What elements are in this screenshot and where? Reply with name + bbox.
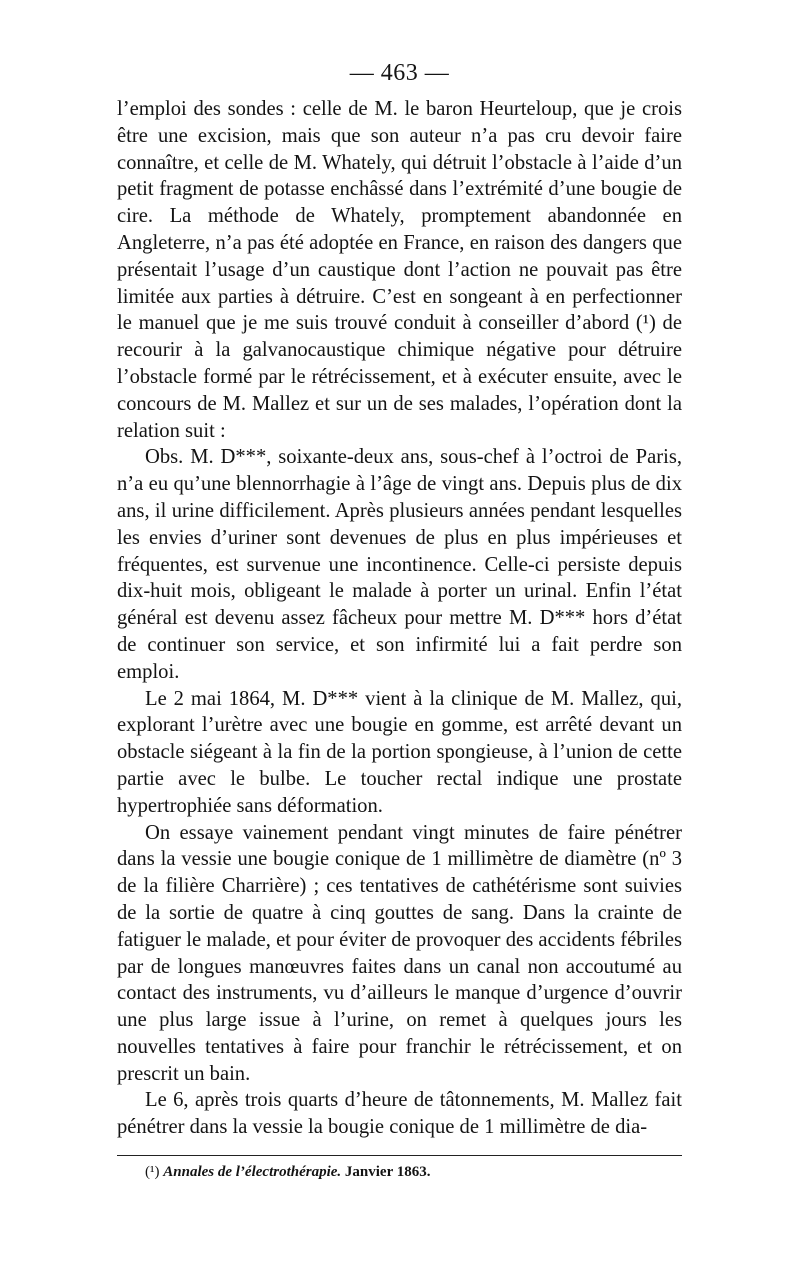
paragraph-le-6: Le 6, après trois quarts d’heure de tâtonnements, M. Mallez fait pénétrer dans la vessie la bougie conique de 1 millimètre de dia- [117,1089,682,1139]
paragraph-observation: Obs. M. D***, soixante-deux ans, sous-chef à l’octroi de Paris, n’a eu qu’une blennorrhagie à l’âge de vingt ans. Depuis plus de dix ans, il urine difficilement. Après plusieurs années pendant lesquelles les envies d’uriner sont devenues de plus en plus impérieuses et fréquentes, est survenue une incontinence. Celle-ci persiste depuis dix-huit mois, obligeant le malade à porter un urinal. Enfin l’état général est devenu assez fâcheux pour mettre M. D*** hors d’état de continuer son service, et son infirmité lui a fait perdre son emploi. [117,446,682,683]
body-text [117,96,682,1141]
paragraph-attempt: On essaye vainement pendant vingt minutes de faire pénétrer dans la vessie une bougie conique de 1 millimètre de diamètre (nº 3 de la filière Charrière) ; ces tentatives de cathétérisme sont suivies de la sortie de quatre à cinq gouttes de sang. Dans la crainte de fatiguer le malade, et pour éviter de provoquer des accidents fébriles par de longues manœuvres faites dans un canal non accoutumé au contact des instruments, vu d’ailleurs le manque d’urgence d’ouvrir une plus large issue à l’urine, on remet à quelques jours les nouvelles tentatives à faire pour franchir le rétrécissement, et on prescrit un bain. [117,821,682,1085]
page-number: — 463 — [349,60,450,86]
footnote-source: Annales de l’électrothérapie. [163,1164,342,1181]
book-page [117,56,682,1182]
footnote [117,1162,682,1182]
footnote-divider [117,1155,682,1156]
paragraph-may-2: Le 2 mai 1864, M. D*** vient à la clinique de M. Mallez, qui, explorant l’urètre avec une bougie en gomme, est arrêté devant un obstacle siégeant à la fin de la portion spongieuse, à l’union de cette partie avec le bulbe. Le toucher rectal indique une prostate hypertrophiée sans déformation. [117,687,682,817]
footnote-date: Janvier 1863. [344,1164,431,1181]
paragraph-intro: l’emploi des sondes : celle de M. le baron Heurteloup, que je crois être une excision, mais que son auteur n’a pas cru devoir faire connaître, et celle de M. Whately, qui détruit l’obstacle à l’aide d’un petit fragment de potasse enchâssé dans l’extrémité d’une bougie de cire. La méthode de Whately, promptement abandonnée en Angleterre, n’a pas été adoptée en France, en raison des dangers que présentait l’usage d’un caustique dont l’action ne pouvait pas être limitée aux parties à détruire. C’est en songeant à en perfectionner le manuel que je me suis trouvé conduit à conseiller d’abord (¹) de recourir à la galvanocaustique chimique négative pour détruire l’obstacle formé par le rétrécissement, et à exécuter ensuite, avec le concours de M. Mallez et sur un de ses malades, l’opération dont la relation suit : [117,98,682,442]
footnote-marker: (¹) [145,1164,160,1181]
